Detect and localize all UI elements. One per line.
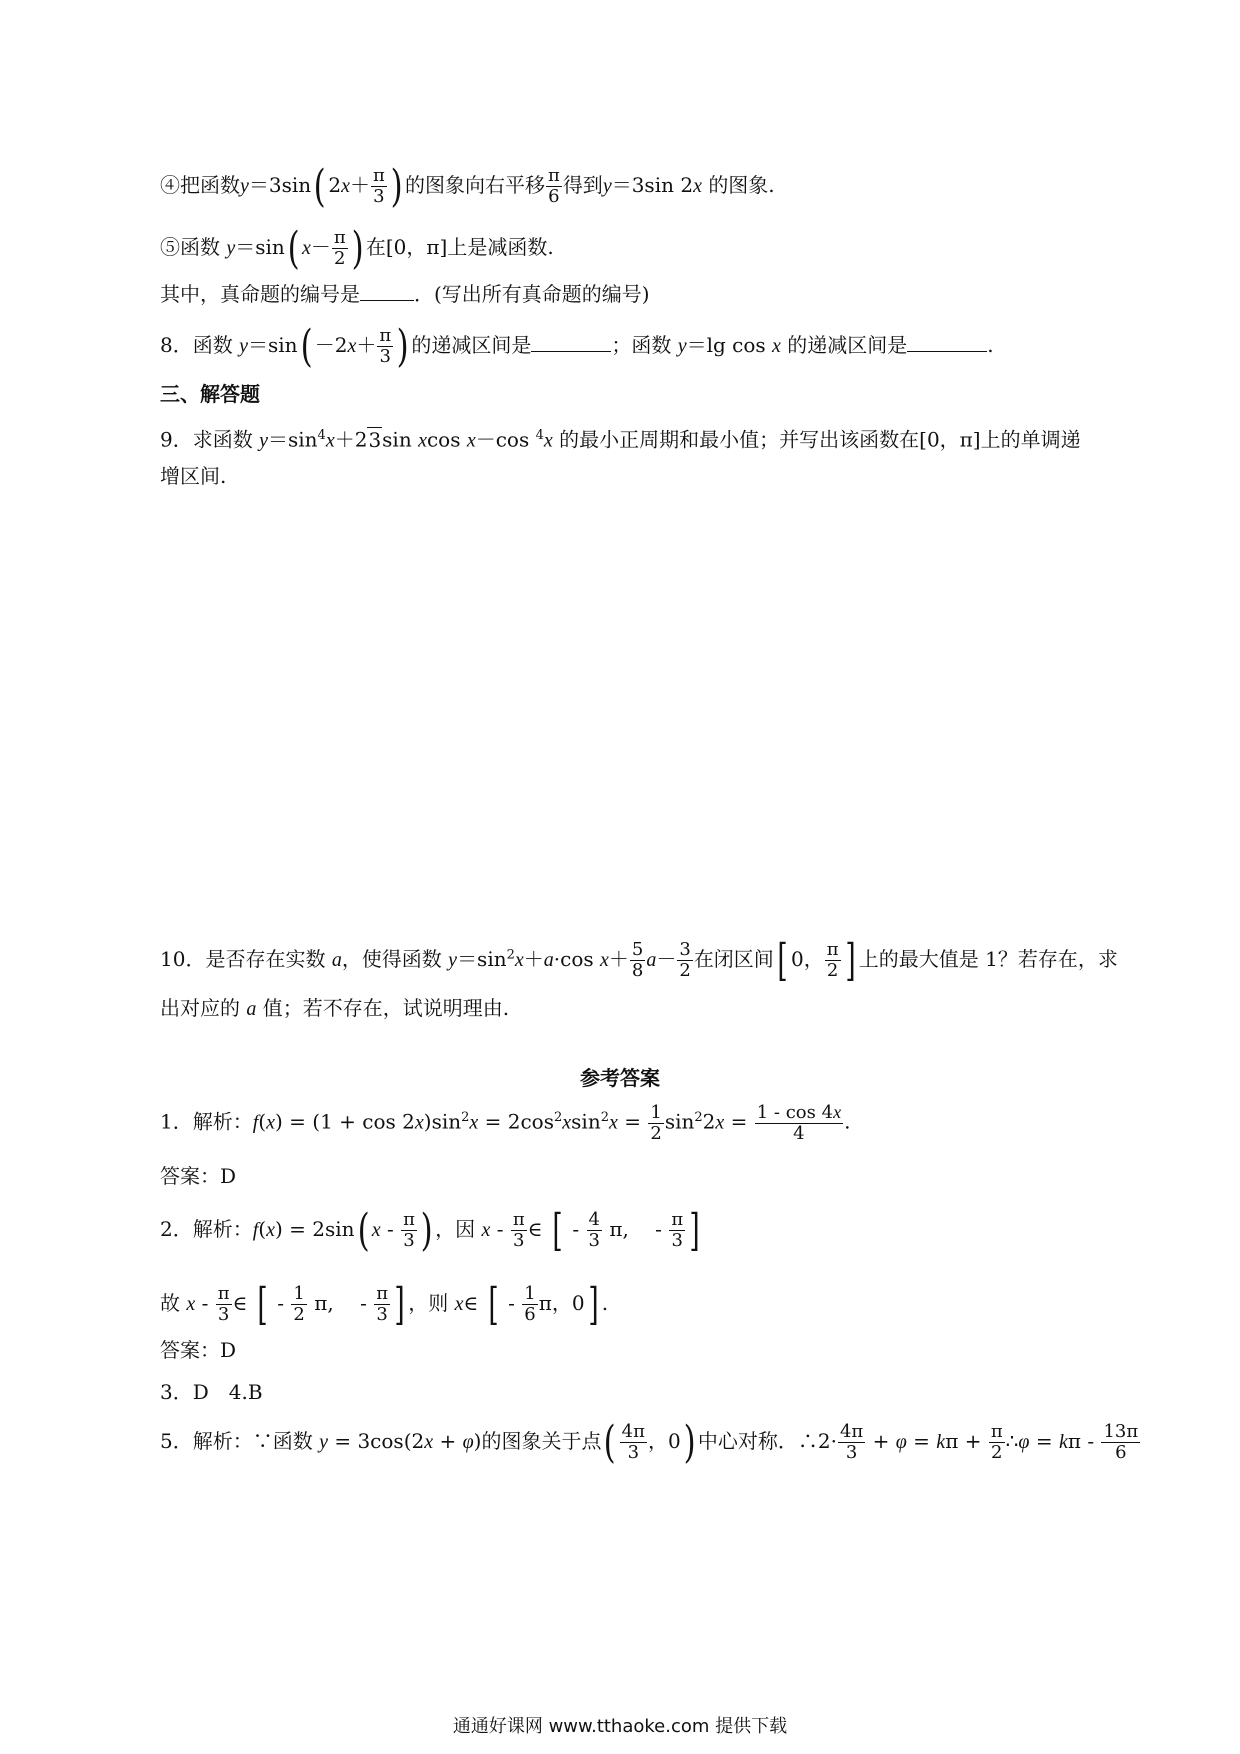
a5-lead: 5．解析：∵函数 [160,1429,313,1453]
q10-line2-a: 出对应的 [160,996,240,1020]
question-5: ⑤函数 y＝sin( x－ $\frac{\pi}{2}$ ) 在[0，π]上是减函数. [160,222,554,274]
q4-tail2: 得到 [562,173,603,197]
a2-line2-mid: ，则 [408,1291,449,1315]
a2-mid: ，因 [435,1217,476,1241]
answer-blank-2[interactable] [907,331,987,352]
answers-title: 参考答案 [580,1066,660,1090]
a5-mid: 的图象关于点 [481,1429,602,1453]
answer-1-result: 答案：D [160,1164,237,1188]
note-text-a: 其中，真命题的编号是 [160,282,360,306]
q10-line1-a: 10．是否存在实数 [160,947,326,971]
question-9-line2: 增区间. [160,464,227,488]
note-text-b: ．(写出所有真命题的编号) [414,282,650,306]
answer-2: 2．解析：f(x) = 2sin( x - $\frac{\pi}{3}$ ) ，因 x - $\frac{\pi}{3}$ ∈ [ - $\frac{4}{3}$ π, - $\frac{\pi}{3}$ ] [160,1204,700,1256]
answer-2-line2: 故 x - $\frac{\pi}{3}$ ∈ [ - $\frac{1}{2}$ π, - $\frac{\pi}{3}$ ] ，则 x∈ [ - $\frac{1}{6}$ π，0] . [160,1278,609,1330]
q10-line1-d: 上的最大值是 1？若存在，求 [858,947,1118,971]
answer-3-4: 3．D 4.B [160,1380,263,1404]
section-heading: 三、解答题 [160,382,260,406]
q10-line1-b: ，使得函数 [341,947,442,971]
q10-line2-b: 值；若不存在，试说明理由. [262,996,510,1020]
q9-line1-b: 的最小正周期和最小值；并写出该函数在[0，π]上的单调递 [559,427,1081,452]
answer-blank-1[interactable] [531,331,611,352]
answer-5: 5．解析：∵函数 y = 3cos(2x + φ)的图象关于点( $\frac{4\pi}{3}$ ，0) 中心对称．∴2· $\frac{4\pi}{3}$ + φ = kπ + $\frac{\pi}{2}$ ∴φ = kπ - $\frac{13\pi}{6}$ [160,1416,1139,1468]
question-9: 9．求函数 $y=\sin^4x+23\sin$ xcos x－cos $^4$x 的最小正周期和最小值；并写出该函数在[0，π]上的单调递 [160,427,1081,452]
q4-lead: ④把函数 [160,173,240,197]
page-footer: 通通好课网 www.tthaoke.com 提供下载 [452,1716,788,1737]
q8-lead: 8．函数 [160,333,233,357]
q4-tail: 的图象向右平移 [404,173,545,197]
question-10: 10．是否存在实数 a，使得函数 $y=\sin^2x+a\cdot\cos$ x＋ $\frac{5}{8}$ a－ $\frac{3}{2}$ 在闭区间[ 0， $\frac{\pi}{2}$ ] 上的最大值是 1？若存在，求 [160,934,1118,986]
q10-line1-c: 在闭区间 [693,947,774,971]
answer-2-result: 答案：D [160,1338,237,1362]
q8-mid: 的递减区间是 [411,333,532,357]
q5-tail: 在[0，π]上是减函数. [365,235,554,259]
question-4: ④把函数y＝3sin( 2x＋ $\frac{\pi}{3}$ ) 的图象向右平移 $\frac{\pi}{6}$ 得到y＝3sin 2x 的图象. [160,160,775,212]
q5-lead: ⑤函数 [160,235,220,259]
answer-blank[interactable] [360,280,414,301]
a2-lead: 2．解析： [160,1217,253,1241]
a5-mid2: 中心对称．∴ [697,1429,818,1453]
answer-1: 1．解析：$f(x) = (1 + \cos 2x)\sin^2x = 2\cos^2xsin^2x$ = $\frac{1}{2}$ $\sin^22x$ = $\frac{1 - \cos 4x}{4}$ . [160,1101,851,1144]
q8-end: . [987,333,994,357]
a1-lead: 1．解析： [160,1109,253,1134]
a2-line2-lead: 故 [160,1291,180,1315]
q8-mid3: 的递减区间是 [787,333,908,357]
question-8: 8．函数 y＝sin( －2x＋ $\frac{\pi}{3}$ ) 的递减区间是 ；函数 y＝lg cos x 的递减区间是 . [160,320,994,372]
q8-mid2: ；函数 [611,333,672,357]
q9-line1-a: 9．求函数 [160,427,253,452]
q4-tail3: 的图象. [708,173,775,197]
true-proposition-note [160,280,650,308]
question-10-line2: 出对应的 a 值；若不存在，试说明理由. [160,996,510,1020]
